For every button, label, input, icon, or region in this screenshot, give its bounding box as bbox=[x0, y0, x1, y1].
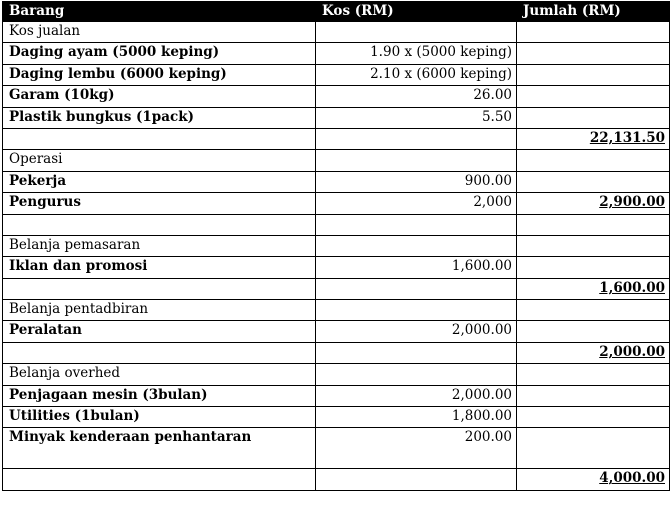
item-name: Plastik bungkus (1pack) bbox=[3, 107, 316, 128]
item-name: Minyak kenderaan penhantaran bbox=[3, 428, 316, 469]
item-cost: 2,000.00 bbox=[316, 321, 517, 342]
subtotal-row bbox=[3, 278, 670, 299]
section-total: 2,000.00 bbox=[517, 342, 670, 363]
section-title: Operasi bbox=[3, 150, 316, 171]
section-row-operasi bbox=[3, 150, 670, 171]
item-cost: 5.50 bbox=[316, 107, 517, 128]
table-row bbox=[3, 193, 670, 214]
table-row bbox=[3, 171, 670, 192]
table-row bbox=[3, 257, 670, 278]
section-title: Kos jualan bbox=[3, 22, 316, 43]
item-cost: 2,000.00 bbox=[316, 385, 517, 406]
item-cost: 1,600.00 bbox=[316, 257, 517, 278]
section-title: Belanja pemasaran bbox=[3, 235, 316, 256]
table-row bbox=[3, 321, 670, 342]
empty-row bbox=[3, 214, 670, 235]
subtotal-row bbox=[3, 342, 670, 363]
item-name: Garam (10kg) bbox=[3, 86, 316, 107]
subtotal-row bbox=[3, 128, 670, 149]
item-name: Pengurus bbox=[3, 193, 316, 214]
section-title: Belanja overhed bbox=[3, 364, 316, 385]
section-row-pemasaran bbox=[3, 235, 670, 256]
item-cost: 900.00 bbox=[316, 171, 517, 192]
item-name: Utilities (1bulan) bbox=[3, 407, 316, 428]
item-cost: 26.00 bbox=[316, 86, 517, 107]
table-row bbox=[3, 107, 670, 128]
header-row bbox=[3, 2, 670, 22]
item-cost: 1,800.00 bbox=[316, 407, 517, 428]
section-row-kos-jualan bbox=[3, 22, 670, 43]
section-total: 4,000.00 bbox=[517, 469, 670, 490]
item-cost: 200.00 bbox=[316, 428, 517, 469]
item-cost: 2,000 bbox=[316, 193, 517, 214]
table-row bbox=[3, 385, 670, 406]
section-total: 1,600.00 bbox=[517, 278, 670, 299]
item-name: Peralatan bbox=[3, 321, 316, 342]
table-row bbox=[3, 43, 670, 64]
subtotal-row bbox=[3, 469, 670, 490]
section-total: 2,900.00 bbox=[517, 193, 670, 214]
item-name: Pekerja bbox=[3, 171, 316, 192]
item-name: Daging lembu (6000 keping) bbox=[3, 64, 316, 85]
cost-table bbox=[2, 1, 670, 491]
section-row-pentadbiran bbox=[3, 300, 670, 321]
table-row bbox=[3, 86, 670, 107]
table-row bbox=[3, 428, 670, 469]
section-title: Belanja pentadbiran bbox=[3, 300, 316, 321]
item-name: Penjagaan mesin (3bulan) bbox=[3, 385, 316, 406]
header-item: Barang bbox=[3, 2, 316, 22]
item-cost: 2.10 x (6000 keping) bbox=[316, 64, 517, 85]
item-name: Iklan dan promosi bbox=[3, 257, 316, 278]
table-row bbox=[3, 407, 670, 428]
section-row-overhed bbox=[3, 364, 670, 385]
section-total: 22,131.50 bbox=[517, 128, 670, 149]
item-cost: 1.90 x (5000 keping) bbox=[316, 43, 517, 64]
header-total: Jumlah (RM) bbox=[517, 2, 670, 22]
item-name: Daging ayam (5000 keping) bbox=[3, 43, 316, 64]
table-row bbox=[3, 64, 670, 85]
header-cost: Kos (RM) bbox=[316, 2, 517, 22]
